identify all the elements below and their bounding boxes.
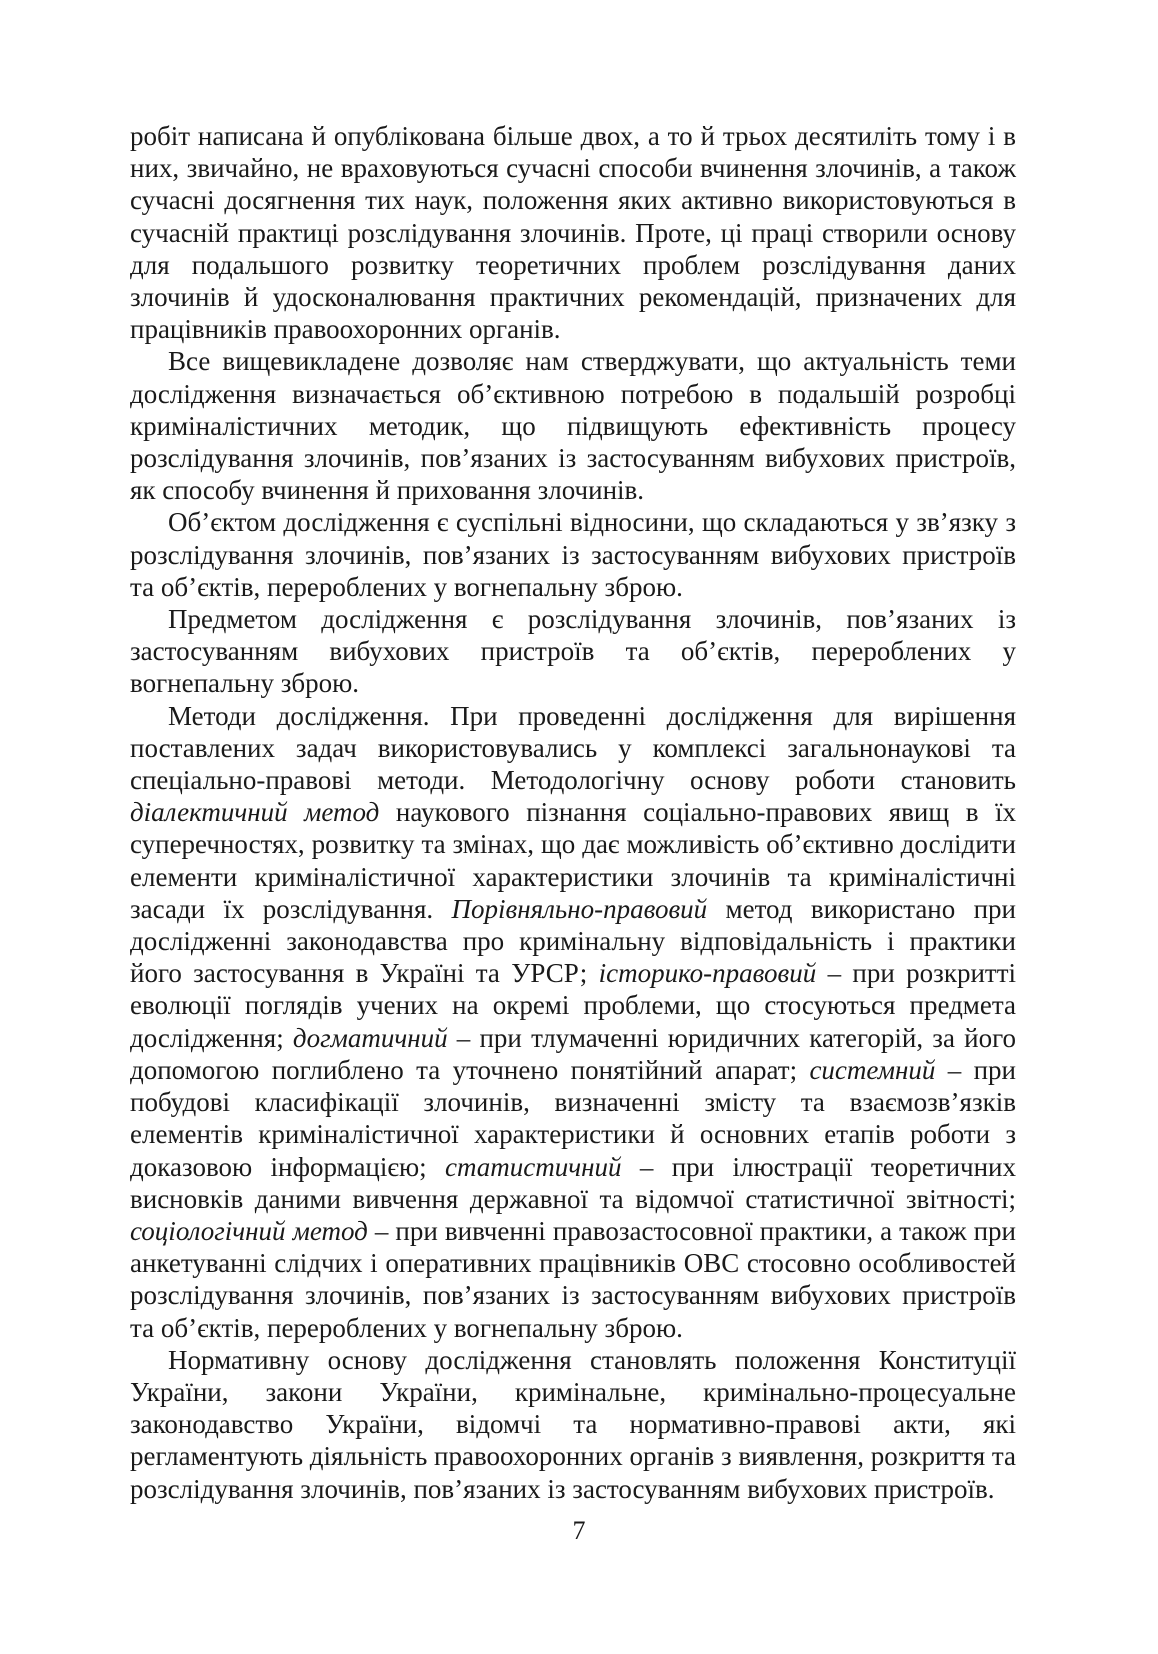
page-number: 7	[572, 1516, 586, 1545]
paragraph-normative-basis: Нормативну основу дослідження становлять положення Конституції України, закони України, кримінальне, кримінально-процесуальне законодавство України, відомчі та нормативно-правові акти, які регламентують діяльність правоохоронних органів з виявлення, розкриття та розслідування злочинів, пов’язаних із застосуванням вибухових пристроїв.	[130, 1344, 1016, 1504]
paragraph-object: Об’єктом дослідження є суспільні відносини, що складаються у зв’язку з розслідування злочинів, пов’язаних із застосуванням вибухових пристроїв та об’єктів, перероблених у вогнепальну зброю.	[130, 507, 1016, 602]
method-sociological: соціологічний метод	[130, 1215, 368, 1246]
paragraph-continuation: робіт написана й опублікована більше двох, а то й трьох десятиліть тому і в них, звичайно, не враховуються сучасні способи вчинення злочинів, а також сучасні досягнення тих наук, положення яких активно використовуються в сучасній практиці розслідування злочинів. Проте, ці праці створили основу для подальшого розвитку теоретичних проблем розслідування даних злочинів й удосконалювання практичних рекомендацій, призначених для працівників правоохоронних органів.	[130, 121, 1016, 345]
method-dialectical: діалектичний метод	[130, 797, 380, 828]
methods-text: – при тлумаченні юридичних категорій, за його допомогою поглиблено та уточнено понятійний апарат;	[130, 1022, 1016, 1085]
method-comparative-legal: Порівняльно-правовий	[451, 893, 708, 924]
methods-text: – при розкритті еволюції поглядів учених на окремі проблеми, що стосуються предмета дослідження;	[130, 958, 1017, 1053]
methods-text: – при побудові класифікації злочинів, визначенні змісту та взаємозв’язків елементів криміналістичної характеристики й основних етапів роботи з доказовою інформацією;	[130, 1054, 1016, 1182]
method-systemic: системний	[809, 1054, 936, 1085]
methods-text: – при вивченні правозастосовної практики, а також при анкетуванні слідчих і оперативних працівників ОВС стосовно особливостей розслідування злочинів, пов’язаних із застосуванням вибухових пристроїв та об’єктів, перероблених у вогнепальну зброю.	[130, 1215, 1016, 1343]
paragraph-methods	[130, 700, 1016, 1344]
body-text	[130, 120, 1016, 1505]
methods-text: Методи дослідження. При проведенні дослідження для вирішення поставлених задач використовувались у комплексі загальнонаукові та спеціально-правові методи. Методологічну основу роботи становить	[130, 700, 1016, 796]
methods-text: метод використано при дослідженні законодавства про кримінальну відповідальність і практики його застосування в Україні та УРСР;	[130, 893, 1016, 989]
method-historical-legal: історико-правовий	[598, 958, 817, 989]
methods-text: наукового пізнання соціально-правових явищ в їх суперечностях, розвитку та змінах, що дає можливість об’єктивно дослідити елементи криміналістичної характеристики злочинів та криміналістичні засади їх розслідування.	[130, 797, 1016, 924]
methods-text: – при ілюстрації теоретичних висновків даними вивчення державної та відомчої статистичної звітності;	[130, 1151, 1016, 1214]
method-dogmatic: догматичний	[292, 1022, 448, 1053]
method-statistical: статистичний	[444, 1151, 622, 1182]
paragraph-relevance: Все вищевикладене дозволяє нам стверджувати, що актуальність теми дослідження визначається об’єктивною потребою в подальшій розробці криміналістичних методик, що підвищують ефективність процесу розслідування злочинів, пов’язаних із застосуванням вибухових пристроїв, як способу вчинення й приховання злочинів.	[130, 346, 1016, 506]
paragraph-subject: Предметом дослідження є розслідування злочинів, пов’язаних із застосуванням вибухових пристроїв та об’єктів, перероблених у вогнепальну зброю.	[130, 604, 1016, 699]
